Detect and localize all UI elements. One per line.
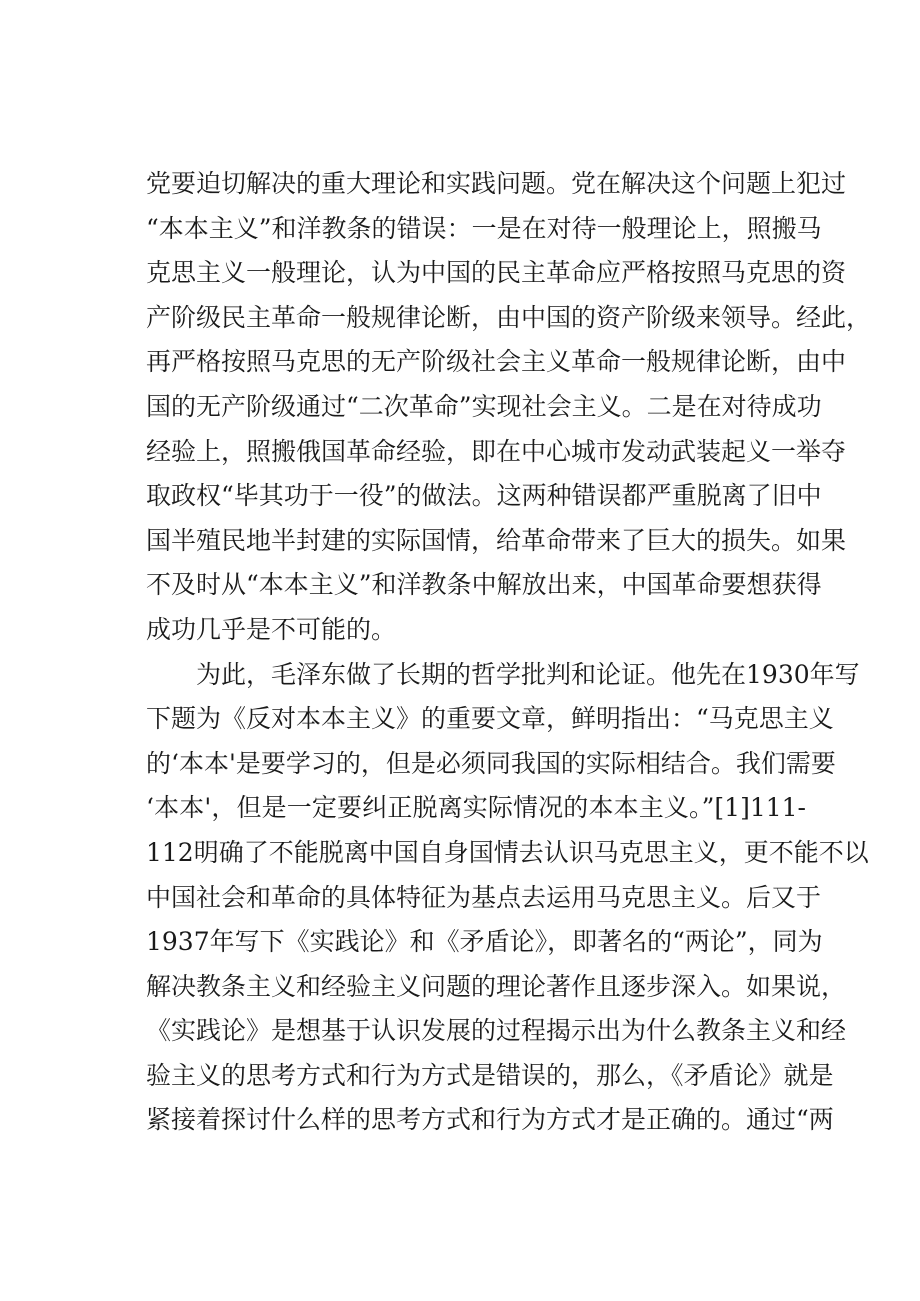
text-line: 不及时从“本本主义”和洋教条中解放出来，中国革命要想获得 bbox=[146, 570, 822, 600]
text-line: 克思主义一般理论，认为中国的民主革命应严格按照马克思的资 bbox=[146, 258, 847, 288]
document-body bbox=[146, 162, 872, 1143]
text-line: 中国社会和革命的具体特征为基点去运用马克思主义。后又于 bbox=[146, 882, 822, 912]
text-line: 解决教条主义和经验主义问题的理论著作且逐步深入。如果说， bbox=[146, 971, 847, 1001]
text-line: 验主义的思考方式和行为方式是错误的，那么，《矛盾论》就是 bbox=[146, 1060, 834, 1090]
text-line: ‘本本'，但是一定要纠正脱离实际情况的本本主义。”[1]111- bbox=[146, 793, 806, 823]
text-line: 成功几乎是不可能的。 bbox=[146, 614, 397, 644]
text-line: 再严格按照马克思的无产阶级社会主义革命一般规律论断，由中 bbox=[146, 347, 847, 377]
text-line: 经验上，照搬俄国革命经验，即在中心城市发动武装起义一举夺 bbox=[146, 436, 847, 466]
text-line: 取政权“毕其功于一役”的做法。这两种错误都严重脱离了旧中 bbox=[146, 481, 822, 511]
text-line: 1937年写下《实践论》和《矛盾论》，即著名的“两论”，同为 bbox=[146, 927, 823, 957]
text-line: 的‘本本'是要学习的，但是必须同我国的实际相结合。我们需要 bbox=[146, 748, 836, 778]
text-line: 《实践论》是想基于认识发展的过程揭示出为什么教条主义和经 bbox=[146, 1016, 847, 1046]
text-line: “本本主义”和洋教条的错误：一是在对待一般理论上，照搬马 bbox=[146, 213, 822, 243]
paragraph-2 bbox=[146, 653, 869, 1144]
text-line: 紧接着探讨什么样的思考方式和行为方式才是正确的。通过“两 bbox=[146, 1105, 834, 1135]
text-line: 产阶级民主革命一般规律论断，由中国的资产阶级来领导。经此， bbox=[146, 302, 872, 332]
text-line: 国半殖民地半封建的实际国情，给革命带来了巨大的损失。如果 bbox=[146, 525, 847, 555]
text-line: 112明确了不能脱离中国自身国情去认识马克思主义，更不能不以 bbox=[146, 837, 869, 867]
paragraph-1 bbox=[146, 162, 872, 653]
text-line: 下题为《反对本本主义》的重要文章，鲜明指出：“马克思主义 bbox=[146, 704, 834, 734]
text-line: 党要迫切解决的重大理论和实践问题。党在解决这个问题上犯过 bbox=[146, 169, 847, 198]
text-line: 为此，毛泽东做了长期的哲学批判和论证。他先在1930年写 bbox=[196, 659, 860, 689]
text-line: 国的无产阶级通过“二次革命”实现社会主义。二是在对待成功 bbox=[146, 391, 822, 421]
